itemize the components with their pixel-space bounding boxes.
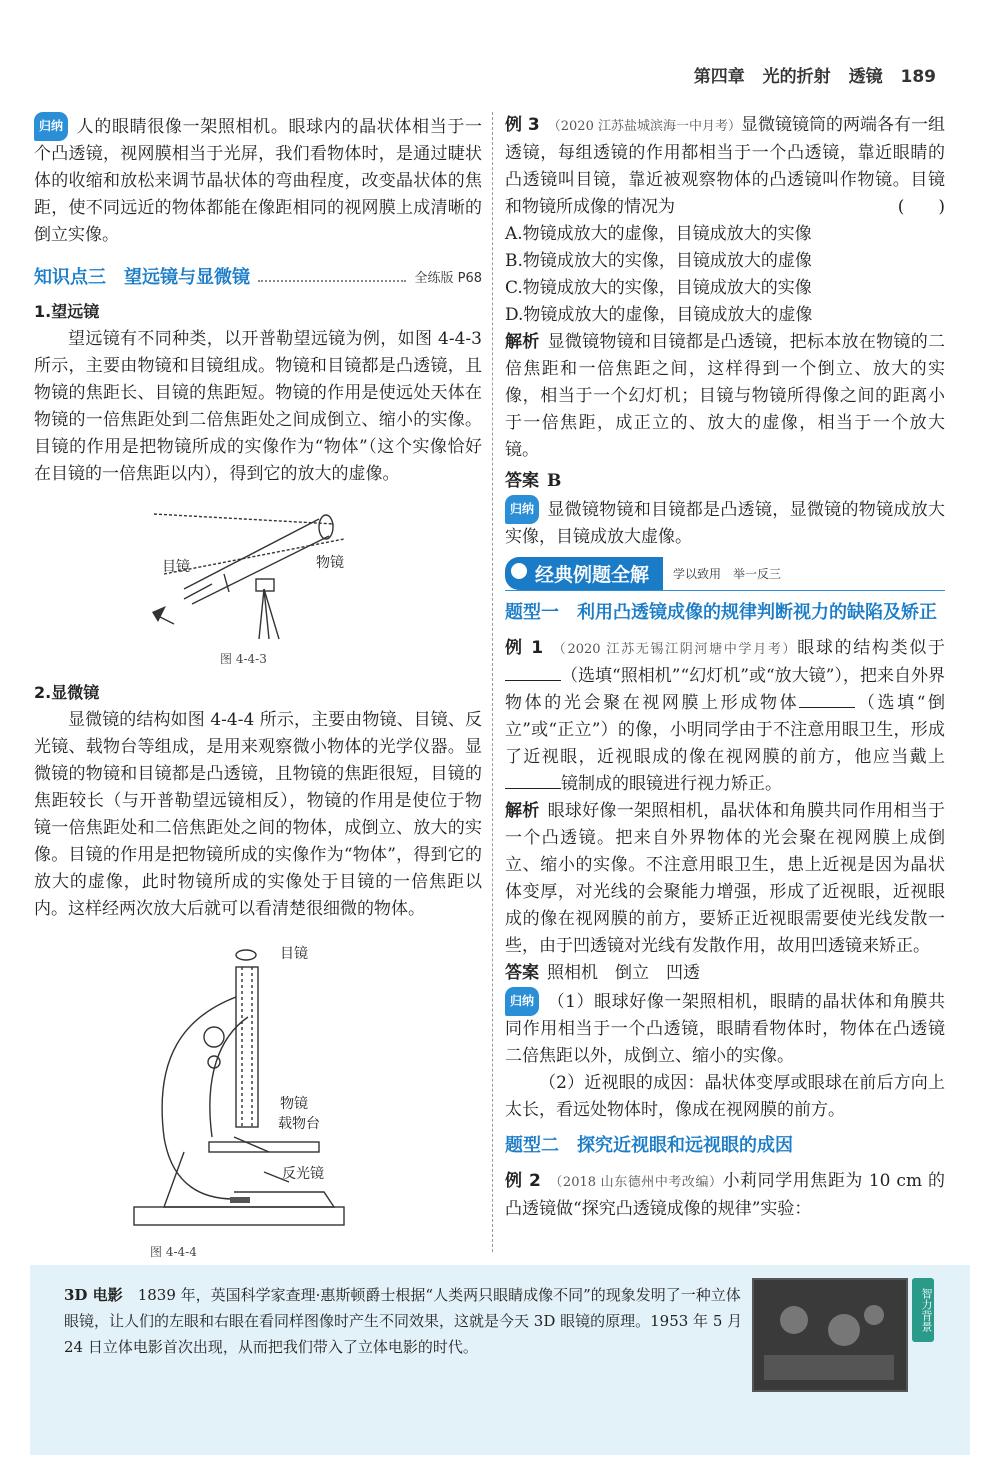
answer-paren: ( ) bbox=[897, 197, 945, 217]
figure-caption: 图 4-4-3 bbox=[220, 652, 267, 666]
question-type-1: 题型一 利用凸透镜成像的规律判断视力的缺陷及矫正 bbox=[505, 602, 937, 623]
figure-caption-2: 图 4-4-4 bbox=[150, 1245, 197, 1259]
guina-badge: 归纳 bbox=[34, 112, 68, 141]
label-microscope-eyepiece: 目镜 bbox=[280, 946, 308, 962]
topic-label: 透镜 bbox=[848, 67, 883, 87]
figure-microscope bbox=[34, 937, 482, 1267]
right-column bbox=[505, 112, 945, 1223]
example-1-analysis: 解析 眼球好像一架照相机，晶状体和角膜共同作用相当于一个凸透镜。把来自外界物体的光会聚在视网膜上成倒立、缩小的实像。不注意用眼卫生，患上近视是因为晶状体变厚，对光线的会聚能力增强，形成了近视眼，近视眼成的像在视网膜的前方，要矫正近视眼需要使光线发散一些，由于凹透镜对光线有发散作用，故用凹透镜来矫正。 bbox=[505, 801, 946, 956]
kp-title: 知识点三 望远镜与显微镜 bbox=[34, 267, 250, 288]
example-source: （2020 江苏盐城滨海一中月考） bbox=[547, 119, 741, 134]
knowledge-point-heading bbox=[34, 263, 482, 289]
section-banner bbox=[505, 557, 945, 591]
section-label: 光的折射 bbox=[762, 67, 831, 87]
figure-telescope bbox=[34, 494, 482, 670]
example-3: 例 3 （2020 江苏盐城滨海一中月考）显微镜镜筒的两端各有一组透镜，每组透镜的作用都相当于一个凸透镜，靠近眼睛的凸透镜叫目镜，靠近被观察物体的凸透镜叫作物镜。目镜和物镜所成像的情况为 ( ) bbox=[505, 112, 945, 221]
microscope-heading: 2.显微镜 bbox=[34, 683, 100, 702]
option-c: C.物镜成放大的实像，目镜成放大的实像 bbox=[505, 278, 812, 298]
example-3-answer: 答案 B bbox=[505, 471, 562, 491]
microscope-paragraph: 显微镜的结构如图 4-4-4 所示，主要由物镜、目镜、反光镜、载物台等组成，是用来观察微小物体的光学仪器。显微镜的物镜和目镜都是凸透镜，且物镜的焦距很短，目镜的焦距较长（与开普勒望远镜相反），物镜的作用是使位于物镜一倍焦距处和二倍焦距处之间的物体，成倒立、放大的实像。目镜的作用是把物镜所成的实像作为“物体”，得到它的放大的虚像，此时物镜所成的实像处于目镜的一倍焦距以内。这样经两次放大后就可以看清楚很细微的物体。 bbox=[34, 710, 482, 919]
label-mirror: 反光镜 bbox=[282, 1166, 324, 1182]
page-number: 189 bbox=[900, 67, 936, 87]
option-a: A.物镜成放大的虚像，目镜成放大的实像 bbox=[505, 224, 812, 244]
option-d: D.物镜成放大的虚像，目镜成放大的虚像 bbox=[505, 305, 813, 325]
fill-blank-3[interactable] bbox=[505, 788, 561, 789]
footer-tag: 智力背景 bbox=[912, 1278, 934, 1342]
fill-blank-2[interactable] bbox=[799, 707, 855, 708]
label-microscope-objective: 物镜 bbox=[280, 1096, 308, 1112]
telescope-heading: 1.望远镜 bbox=[34, 302, 100, 321]
telescope-paragraph: 望远镜有不同种类，以开普勒望远镜为例，如图 4-4-3 所示，主要由物镜和目镜组成。物镜和目镜都是凸透镜，且物镜的焦距长、目镜的焦距短。物镜的作用是使远处天体在物镜的一倍焦距处到二倍焦距处之间成倒立、缩小的实像。目镜的作用是把物镜所成的实像作为“物体”（这个实像恰好在目镜的一倍焦距以内），得到它的放大的虚像。 bbox=[34, 329, 482, 484]
column-divider bbox=[492, 112, 493, 1252]
guina-block-1: 归纳 人的眼睛很像一架照相机。眼球内的晶状体相当于一个凸透镜，视网膜相当于光屏，我们看物体时，是通过睫状体的收缩和放松来调节晶状体的弯曲程度，改变晶状体的焦距，使不同远近的物体都能在像距相同的视网膜上成清晰的倒立实像。 bbox=[34, 112, 482, 249]
kp-ref: 全练版 P68 bbox=[414, 270, 482, 286]
label-objective: 物镜 bbox=[316, 555, 344, 571]
footer-photo bbox=[752, 1278, 908, 1392]
telescope-diagram bbox=[34, 494, 482, 644]
example-1: 例 1 （2020 江苏无锡江阴河塘中学月考）眼球的结构类似于（选填“照相机”“幻灯机”或“放大镜”），把来自外界物体的光会聚在视网膜上形成物体 （选填“倒立”或“正立”）的像，小明同学由于不注意用眼卫生，形成了近视眼，近视眼成的像在视网膜的前方，他应当戴上镜制成的眼镜进行视力矫正。 bbox=[505, 638, 946, 794]
example-3-analysis: 解析 显微镜物镜和目镜都是凸透镜，把标本放在物镜的二倍焦距和一倍焦距之间，这样得到一个倒立、放大的实像，相当于一个幻灯机；目镜与物镜所得像之间的距离小于一倍焦距，成正立的、放大的虚像，相当于一个放大镜。 bbox=[505, 332, 946, 460]
guina-block-2: 归纳 显微镜物镜和目镜都是凸透镜，显微镜的物镜成放大实像，目镜成放大虚像。 bbox=[505, 495, 945, 551]
fill-blank-1[interactable] bbox=[505, 680, 561, 681]
example-label: 例 3 bbox=[505, 115, 540, 135]
microscope-diagram bbox=[34, 937, 482, 1237]
option-b: B.物镜成放大的实像，目镜成放大的虚像 bbox=[505, 251, 812, 271]
banner-subtitle: 学以致用 举一反三 bbox=[673, 567, 782, 581]
chapter-label: 第四章 bbox=[693, 67, 745, 87]
footer-text: 3D 电影 1839 年，英国科学家查理·惠斯顿爵士根据“人类两只眼睛成像不同”的现象发明了一种立体眼镜，让人们的左眼和右眼在看同样图像时产生不同效果，这就是今天 3D 眼镜的原理。1953 年 5 月 24 日立体电影首次出现，从而把我们带入了立体电影的时代。 bbox=[64, 1286, 743, 1356]
guina-block-3: 归纳 （1）眼球好像一架照相机，眼睛的晶状体和角膜共同作用相当于一个凸透镜，眼睛看物体时，物体在凸透镜二倍焦距以外，成倒立、缩小的实像。 bbox=[505, 987, 945, 1070]
label-stage: 载物台 bbox=[278, 1116, 320, 1132]
question-type-2: 题型二 探究近视眼和远视眼的成因 bbox=[505, 1135, 793, 1156]
guina-block-3b: （2）近视眼的成因：晶状体变厚或眼球在前后方向上太长，看远处物体时，像成在视网膜的前方。 bbox=[505, 1073, 945, 1120]
example-1-answer: 答案 照相机 倒立 凹透 bbox=[505, 963, 700, 983]
kp-leader bbox=[258, 270, 406, 282]
banner-title: 经典例题全解 bbox=[505, 557, 663, 590]
example-2: 例 2 （2018 山东德州中考改编）小莉同学用焦距为 10 cm 的凸透镜做“探究凸透镜成像的规律”实验： bbox=[505, 1171, 946, 1219]
footer-title: 3D 电影 bbox=[64, 1286, 123, 1304]
page-header bbox=[682, 62, 936, 87]
left-column bbox=[34, 112, 482, 1273]
label-eyepiece: 目镜 bbox=[162, 559, 190, 575]
